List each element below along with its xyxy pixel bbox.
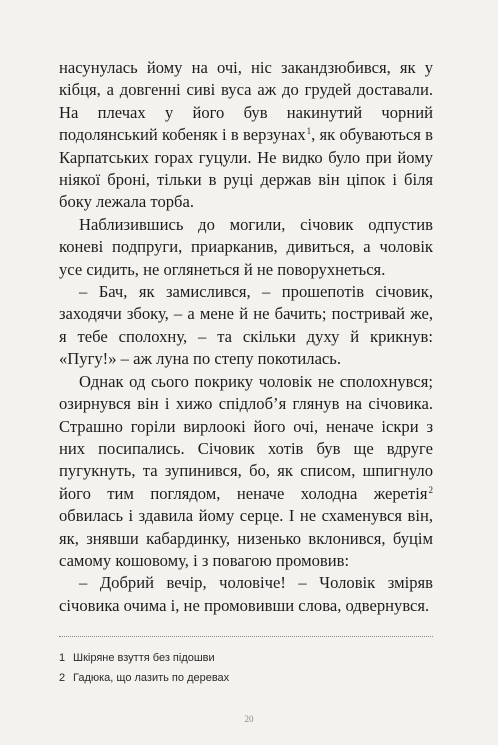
footnote-text: Шкіряне взуття без підошви	[73, 652, 215, 664]
paragraph	[59, 214, 433, 281]
footnote-number: 2	[59, 672, 66, 684]
footnotes	[59, 648, 439, 688]
footnote	[59, 648, 439, 668]
paragraph-text: , як обуваються в Карпатських горах гуцули. Не видко було при йому ніякої броні, тільки в руці держав він ціпок і біля боку лежала торба.	[59, 125, 433, 212]
footnote-reference: 2	[428, 484, 433, 495]
paragraph-text: обвилась і здавила йому серце. І не схаменувся він, як, знявши кабардинку, низенько вклонився, буцім самому кошовому, і з повагою промовив:	[59, 506, 433, 570]
footnote-text: Гадюка, що лазить по деревах	[73, 672, 230, 684]
footnote-reference: 1	[306, 126, 312, 137]
footnote-number: 1	[59, 652, 66, 664]
footnote-divider	[59, 636, 433, 637]
paragraph-text: – Добрий вечір, чоловіче! – Чоловік зміряв січовика очима і, не промовивши слова, одвернувся.	[59, 573, 433, 615]
paragraph	[59, 572, 433, 617]
paragraph	[59, 281, 433, 371]
paragraph	[59, 371, 433, 573]
footnote	[59, 668, 439, 688]
paragraph-text: Однак од сього покрику чоловік не сполохнувся; озирнувся він і хижо спідлоб’я глянув на січовика. Страшно горіли вирлоокі його очі, неначе іскри з них посипались. Січовик хотів був ще вдруге пугукнуть, та зупинився, бо, як списом, шпигнуло його тим поглядом, неначе холодна жеретія	[59, 371, 433, 503]
page-number: 20	[244, 714, 254, 724]
body-text	[59, 57, 433, 617]
paragraph-text: – Бач, як замислився, – прошепотів січовик, заходячи збоку, – а мене й не бачить; постривай же, я тебе сполохну, – та скільки духу й крикнув: «Пугу!» – аж луна по степу покотилась.	[59, 282, 433, 369]
paragraph-text: насунулась йому на очі, ніс закандзюбився, як у кібця, а довгенні сиві вуса аж до грудей доставали. На плечах у його був накинутий чорний подолянський кобеняк і в верзунах	[59, 58, 433, 145]
paragraph	[59, 57, 433, 214]
paragraph-text: Наблизившись до могили, січовик одпустив коневі подпруги, приарканив, дивиться, а чоловік усе сидить, не оглянеться й не поворухнеться.	[59, 214, 433, 279]
